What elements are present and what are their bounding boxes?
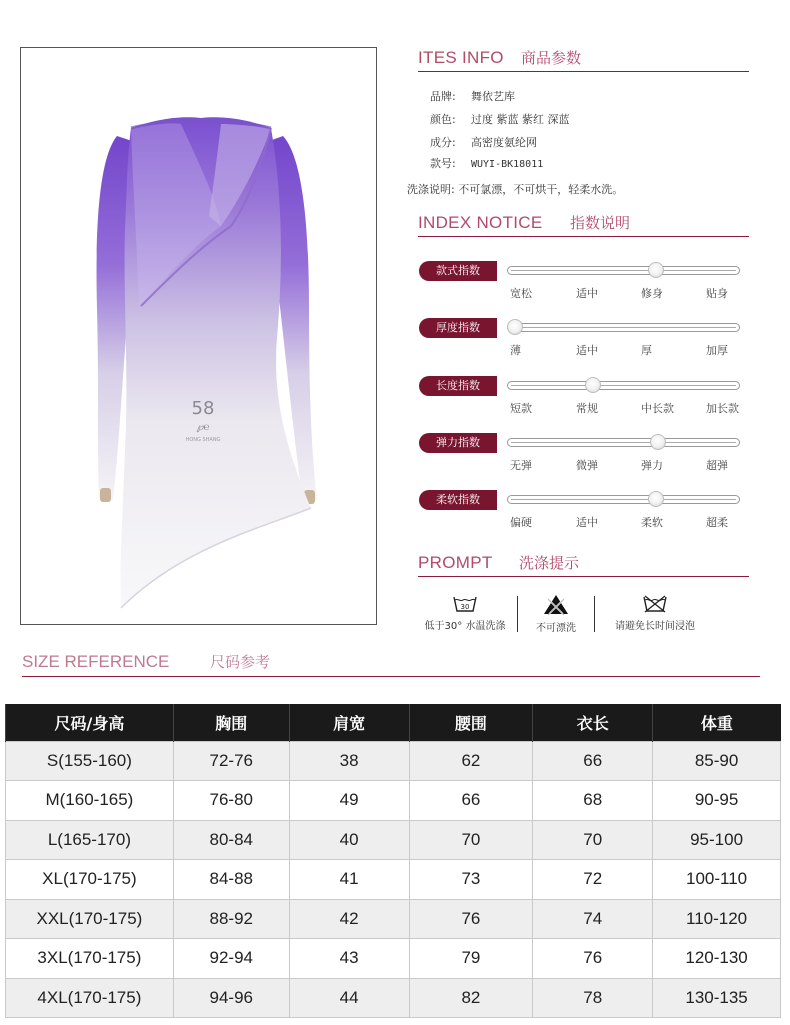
product-photo [20,47,377,625]
table-cell: 70 [533,820,653,860]
table-cell: 92-94 [173,939,289,979]
care-no-soak [604,594,706,632]
info-row-material: 成分: 高密度氨纶网 [430,136,537,149]
table-cell: 95-100 [653,820,781,860]
product-info-header [418,46,749,72]
index-badge: 柔软指数 [419,490,497,510]
care-divider [594,596,595,632]
index-row [419,318,749,358]
index-scale-label: 短款 [510,402,532,415]
index-scale-label: 适中 [576,287,598,300]
index-scale-label: 加长款 [706,402,739,415]
index-notice-title-en: INDEX NOTICE [418,213,543,232]
svg-text:30: 30 [460,603,470,611]
index-slider-track [507,323,740,332]
table-row [6,978,781,1018]
size-table-header-row [6,704,781,741]
care-wash-30-label: 低于30° 水温洗涤 [424,621,506,632]
index-scale-label: 超柔 [706,516,728,529]
table-row [6,820,781,860]
table-cell: 78 [533,978,653,1018]
index-slider-track [507,266,740,275]
table-cell: 74 [533,899,653,939]
table-cell: 82 [409,978,533,1018]
table-cell: 85-90 [653,741,781,781]
info-row-style-no: 款号: WUYI-BK18011 [430,157,544,170]
table-cell: 41 [289,860,409,900]
size-reference-header [22,651,760,677]
table-cell: XXL(170-175) [6,899,174,939]
col-header-weight: 体重 [653,704,781,741]
prompt-title-en: PROMPT [418,553,493,572]
table-cell: 79 [409,939,533,979]
wash-instructions: 洗涤说明: 不可氯漂，不可烘干，轻柔水洗。 [407,183,624,196]
index-slider-knob [648,491,664,507]
index-scale-label: 中长款 [641,402,674,415]
table-cell: 38 [289,741,409,781]
care-divider [517,596,518,632]
table-cell: 43 [289,939,409,979]
index-scale-label: 修身 [641,287,663,300]
index-slider-knob [585,377,601,393]
table-cell: 68 [533,781,653,821]
table-cell: 73 [409,860,533,900]
care-no-bleach [527,594,585,634]
care-no-bleach-label: 不可漂洗 [536,623,576,634]
index-scale-label: 超弹 [706,459,728,472]
index-row [419,376,749,416]
table-cell: 72-76 [173,741,289,781]
table-cell: XL(170-175) [6,860,174,900]
index-scale-label: 柔软 [641,516,663,529]
prompt-title-cn: 洗涤提示 [519,554,580,572]
index-scale-label: 无弹 [510,459,532,472]
table-row [6,939,781,979]
table-cell: 76 [409,899,533,939]
table-cell: 44 [289,978,409,1018]
table-cell: 90-95 [653,781,781,821]
table-row [6,781,781,821]
table-row [6,899,781,939]
table-cell: S(155-160) [6,741,174,781]
table-cell: M(160-165) [6,781,174,821]
table-cell: 84-88 [173,860,289,900]
index-scale-label: 贴身 [706,287,728,300]
product-info-title-en: ITES INFO [418,48,504,67]
info-row-brand: 品牌: 舞依艺库 [430,90,515,103]
table-cell: 42 [289,899,409,939]
garment-number-print: 58 [191,398,215,419]
table-cell: 94-96 [173,978,289,1018]
info-row-color: 颜色: 过度 紫蓝 紫红 深蓝 [430,113,570,126]
index-slider-track [507,438,740,447]
table-cell: 110-120 [653,899,781,939]
prompt-header [418,551,749,577]
table-cell: 66 [533,741,653,781]
size-table [5,704,781,1018]
col-header-waist: 腰围 [409,704,533,741]
index-scale-label: 适中 [576,516,598,529]
index-scale-label: 常规 [576,402,598,415]
table-cell: 130-135 [653,978,781,1018]
garment-brand-print: HONG SHANG [185,437,221,443]
index-row [419,490,749,530]
table-cell: 100-110 [653,860,781,900]
index-badge: 弹力指数 [419,433,497,453]
table-row [6,741,781,781]
col-header-length: 衣长 [533,704,653,741]
index-row [419,261,749,301]
table-cell: 88-92 [173,899,289,939]
table-cell: 3XL(170-175) [6,939,174,979]
care-no-soak-label: 请避免长时间浸泡 [615,621,695,632]
index-slider-track [507,495,740,504]
index-badge: 款式指数 [419,261,497,281]
table-row [6,860,781,900]
table-cell: 66 [409,781,533,821]
table-cell: 120-130 [653,939,781,979]
table-cell: 49 [289,781,409,821]
product-info-title-cn: 商品参数 [521,49,582,67]
col-header-size: 尺码/身高 [6,704,174,741]
index-slider-knob [648,262,664,278]
index-scale-label: 弹力 [641,459,663,472]
index-slider-knob [507,319,523,335]
index-scale-label: 偏硬 [510,516,532,529]
index-scale-label: 加厚 [706,344,728,357]
table-cell: 80-84 [173,820,289,860]
index-scale-label: 适中 [576,344,598,357]
size-reference-title-cn: 尺码参考 [210,653,271,671]
col-header-bust: 胸围 [173,704,289,741]
care-wash-30 [419,594,511,632]
table-cell: 4XL(170-175) [6,978,174,1018]
wash-30-icon [452,594,478,614]
table-cell: 62 [409,741,533,781]
table-cell: 76-80 [173,781,289,821]
index-row [419,433,749,473]
table-cell: 70 [409,820,533,860]
table-cell: L(165-170) [6,820,174,860]
no-bleach-icon [543,594,569,616]
no-soak-icon [641,594,669,614]
table-cell: 76 [533,939,653,979]
index-scale-label: 宽松 [510,287,532,300]
index-scale-label: 薄 [510,344,521,357]
col-header-shoulder: 肩宽 [289,704,409,741]
index-scale-label: 微弹 [576,459,598,472]
size-reference-title-en: SIZE REFERENCE [22,652,170,671]
svg-text:℘℮: ℘℮ [196,422,210,433]
table-cell: 72 [533,860,653,900]
index-badge: 厚度指数 [419,318,497,338]
index-scale-label: 厚 [641,344,652,357]
garment-illustration [21,48,378,626]
index-notice-header [418,211,749,237]
index-notice-title-cn: 指数说明 [570,214,631,232]
table-cell: 40 [289,820,409,860]
index-slider-track [507,381,740,390]
index-badge: 长度指数 [419,376,497,396]
index-slider-knob [650,434,666,450]
